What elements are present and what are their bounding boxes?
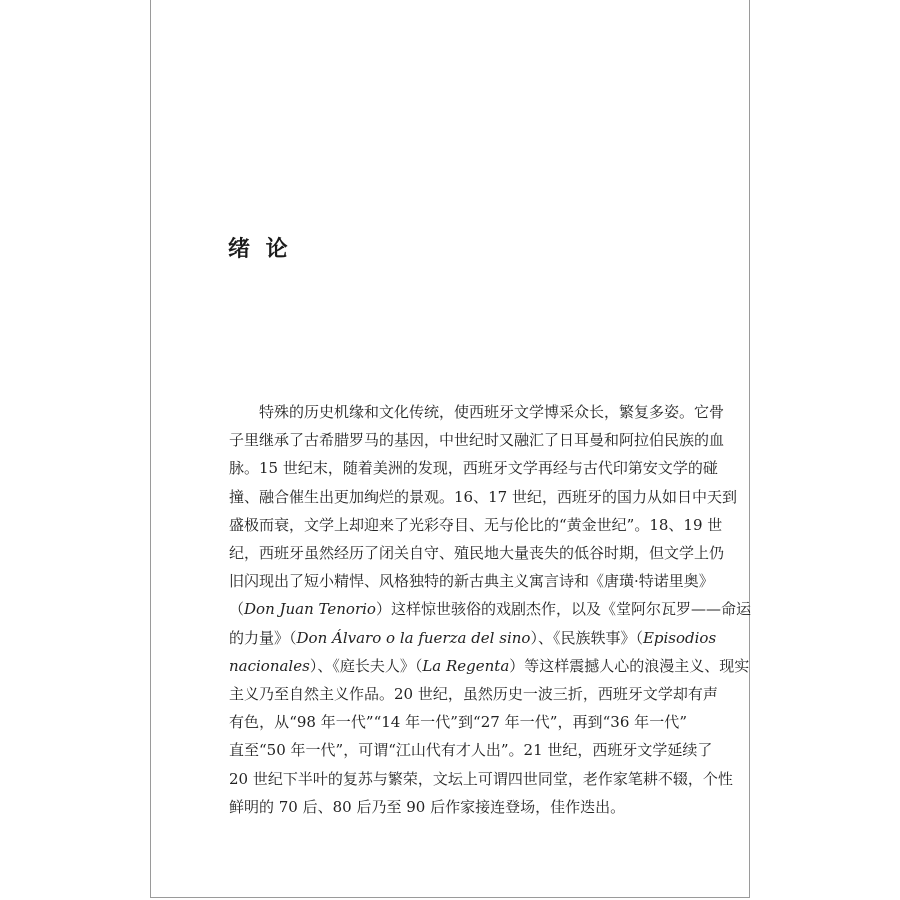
- paragraph-line: 脉。15 世纪末，随着美洲的发现，西班牙文学再经与古代印第安文学的碰: [229, 459, 718, 478]
- paragraph-line: 直至“50 年一代”，可谓“江山代有才人出”。21 世纪，西班牙文学延续了: [229, 741, 713, 760]
- paragraph-line: 子里继承了古希腊罗马的基因，中世纪时又融汇了日耳曼和阿拉伯民族的血: [229, 431, 725, 450]
- italic-title: Episodios: [642, 628, 717, 647]
- paragraph-line: [229, 624, 717, 652]
- paragraph-line: 有色，从“98 年一代”“14 年一代”到“27 年一代”，再到“36 年一代”: [229, 713, 687, 732]
- italic-title: Don Juan Tenorio: [244, 600, 376, 619]
- paragraph-line: 盛极而衰，文学上却迎来了光彩夺目、无与伦比的“黄金世纪”。18、19 世: [229, 515, 723, 534]
- paragraph-line: [229, 652, 750, 680]
- paragraph-line: 特殊的历史机缘和文化传统，使西班牙文学博采众长，繁复多姿。它骨: [259, 403, 725, 421]
- text-segment: （: [229, 600, 245, 619]
- paragraph-line: [229, 595, 751, 623]
- paragraph-line: 主义乃至自然主义作品。20 世纪，虽然历史一波三折，西班牙文学却有声: [229, 685, 718, 704]
- paragraph-body: [229, 398, 751, 821]
- paragraph-line: 旧闪现出了短小精悍、风格独特的新古典主义寓言诗和《唐璜·特诺里奥》: [229, 572, 714, 591]
- text-segment: ）、《民族轶事》（: [530, 628, 643, 647]
- paragraph-line: 纪，西班牙虽然经历了闭关自守、殖民地大量丧失的低谷时期，但文学上仍: [229, 544, 725, 563]
- paragraph-line: 20 世纪下半叶的复苏与繁荣，文坛上可谓四世同堂，老作家笔耕不辍，个性: [229, 769, 733, 788]
- paragraph-line: 鲜明的 70 后、80 后乃至 90 后作家接连登场，佳作迭出。: [229, 797, 626, 816]
- text-segment: ）、《庭长夫人》（: [309, 656, 423, 675]
- text-segment: ）等这样震撼人心的浪漫主义、现实: [509, 656, 750, 675]
- italic-title: Don Álvaro o la fuerza del sino: [296, 628, 531, 647]
- chapter-title: 绪 论: [228, 236, 292, 262]
- text-segment: 的力量》（: [229, 628, 297, 647]
- italic-title: nacionales: [229, 656, 310, 675]
- italic-title: La Regenta: [422, 656, 510, 675]
- paragraph-line: 撞、融合催生出更加绚烂的景观。16、17 世纪，西班牙的国力从如日中天到: [229, 487, 737, 506]
- text-segment: ）这样惊世骇俗的戏剧杰作，以及《堂阿尔瓦罗——命运: [375, 600, 751, 619]
